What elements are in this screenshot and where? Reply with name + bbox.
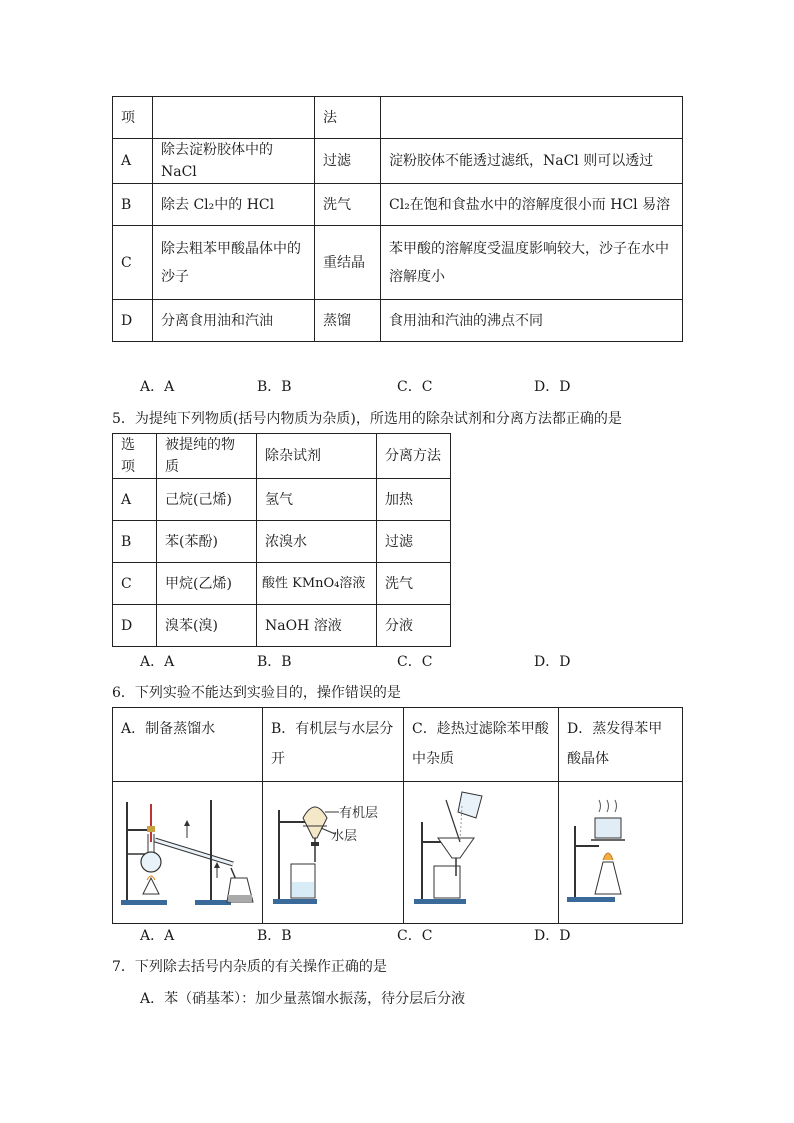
- choice-c[interactable]: C．C: [397, 928, 433, 944]
- table-row: [113, 782, 683, 924]
- cell: B: [113, 521, 157, 563]
- cell: 溴苯(溴): [157, 605, 257, 647]
- cell: C: [113, 226, 153, 300]
- cell: 过滤: [377, 521, 451, 563]
- cell: 除去淀粉胶体中的 NaCl: [153, 139, 315, 184]
- caption-c: C．趁热过滤除苯甲酸中杂质: [404, 708, 559, 782]
- caption-b: B．有机层与水层分开: [263, 708, 404, 782]
- table-row: [113, 184, 683, 226]
- label-organic-layer: 有机层: [339, 806, 379, 821]
- question-5-stem: 5．为提纯下列物质(括号内物质为杂质)，所选用的除杂试剂和分离方法都正确的是: [112, 411, 622, 427]
- separatory-funnel-image: [263, 782, 404, 916]
- cell: D: [113, 300, 153, 342]
- header-cell: 选项: [113, 434, 157, 479]
- header-cell: 除杂试剂: [257, 434, 377, 479]
- table-row: [113, 300, 683, 342]
- caption-d: D．蒸发得苯甲酸晶体: [559, 708, 683, 782]
- table-row: [113, 708, 683, 782]
- cell: A: [113, 479, 157, 521]
- choice-c[interactable]: C．C: [397, 654, 433, 670]
- choice-d[interactable]: D．D: [534, 928, 571, 944]
- choice-b[interactable]: B．B: [257, 654, 292, 670]
- hot-filtration-image: [404, 782, 559, 916]
- figure-d-cell: [559, 782, 683, 924]
- cell: 蒸馏: [315, 300, 381, 342]
- choice-d[interactable]: D．D: [534, 379, 571, 395]
- choice-d[interactable]: D．D: [534, 654, 571, 670]
- table-row: [113, 97, 683, 139]
- table-row: [113, 563, 451, 605]
- cell: [153, 97, 315, 139]
- cell: 项: [113, 97, 153, 139]
- table-separation-methods: [112, 96, 683, 342]
- question-7-option-a[interactable]: A．苯（硝基苯）：加少量蒸馏水振荡，待分层后分液: [140, 991, 466, 1007]
- table-row: [113, 479, 451, 521]
- caption-a: A．制备蒸馏水: [113, 708, 263, 782]
- choice-a[interactable]: A．A: [140, 379, 175, 395]
- cell: 酸性 KMnO₄溶液: [257, 563, 377, 605]
- cell: 除去粗苯甲酸晶体中的沙子: [153, 226, 315, 300]
- table-experiments: [112, 707, 683, 924]
- cell: NaOH 溶液: [257, 605, 377, 647]
- question-7-stem: 7．下列除去括号内杂质的有关操作正确的是: [112, 959, 387, 975]
- table-row: [113, 605, 451, 647]
- table-purification: [112, 433, 451, 647]
- question-6-stem: 6．下列实验不能达到实验目的，操作错误的是: [112, 685, 401, 701]
- table-header-row: [113, 434, 451, 479]
- evaporation-image: [559, 782, 683, 916]
- table-row: [113, 521, 451, 563]
- label-water-layer: 水层: [331, 829, 358, 844]
- cell: A: [113, 139, 153, 184]
- cell: 己烷(己烯): [157, 479, 257, 521]
- cell: 法: [315, 97, 381, 139]
- cell: [381, 97, 683, 139]
- figure-c-cell: [404, 782, 559, 924]
- cell: 苯(苯酚): [157, 521, 257, 563]
- cell: 分离食用油和汽油: [153, 300, 315, 342]
- cell: 除去 Cl₂中的 HCl: [153, 184, 315, 226]
- choice-c[interactable]: C．C: [397, 379, 433, 395]
- cell: 重结晶: [315, 226, 381, 300]
- choice-b[interactable]: B．B: [257, 928, 292, 944]
- cell: 分液: [377, 605, 451, 647]
- table-row: [113, 226, 683, 300]
- figure-a-cell: [113, 782, 263, 924]
- cell: Cl₂在饱和食盐水中的溶解度很小而 HCl 易溶: [381, 184, 683, 226]
- cell: 食用油和汽油的沸点不同: [381, 300, 683, 342]
- distillation-apparatus-image: [113, 782, 263, 916]
- cell: C: [113, 563, 157, 605]
- table-row: [113, 139, 683, 184]
- header-cell: 分离方法: [377, 434, 451, 479]
- cell: 过滤: [315, 139, 381, 184]
- header-cell: 被提纯的物质: [157, 434, 257, 479]
- cell: 氢气: [257, 479, 377, 521]
- cell: 洗气: [377, 563, 451, 605]
- choice-b[interactable]: B．B: [257, 379, 292, 395]
- cell: 淀粉胶体不能透过滤纸，NaCl 则可以透过: [381, 139, 683, 184]
- cell: 甲烷(乙烯): [157, 563, 257, 605]
- cell: 洗气: [315, 184, 381, 226]
- cell: 浓溴水: [257, 521, 377, 563]
- cell: 苯甲酸的溶解度受温度影响较大，沙子在水中溶解度小: [381, 226, 683, 300]
- choice-a[interactable]: A．A: [140, 928, 175, 944]
- figure-b-cell: [263, 782, 404, 924]
- choice-a[interactable]: A．A: [140, 654, 175, 670]
- cell: 加热: [377, 479, 451, 521]
- cell: B: [113, 184, 153, 226]
- cell: D: [113, 605, 157, 647]
